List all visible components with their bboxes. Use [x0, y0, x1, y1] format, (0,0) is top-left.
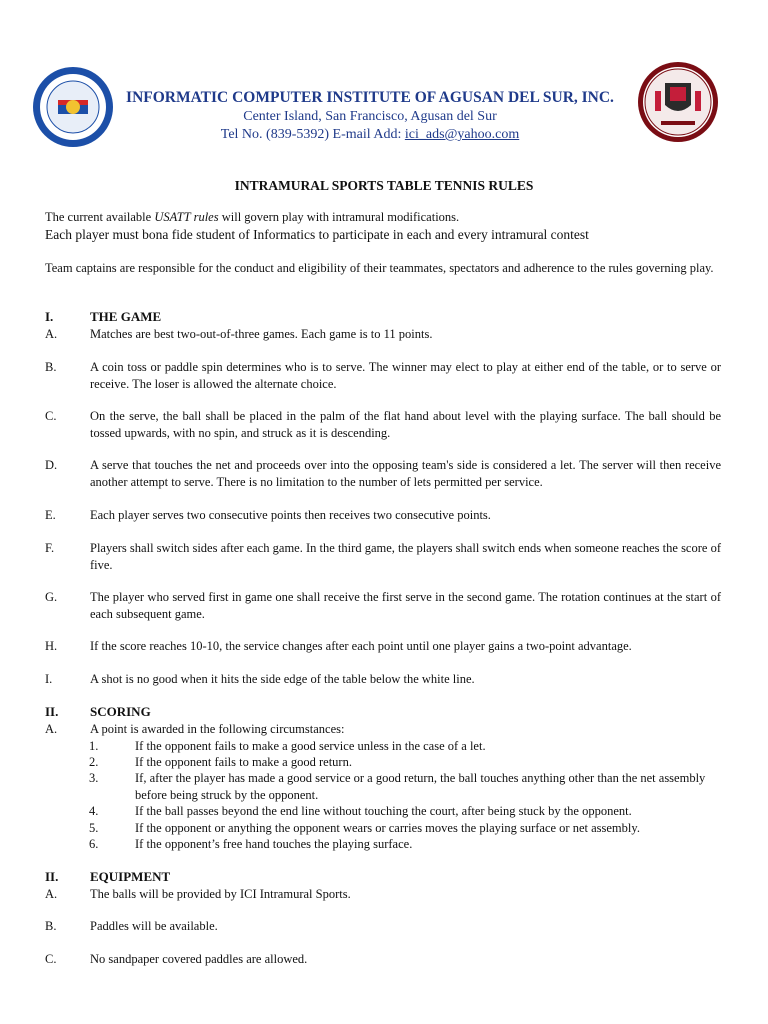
subitem-number: 2.	[89, 755, 99, 769]
item-text: On the serve, the ball shall be placed in the palm of the flat hand about level with the playing surface. The ball should be tossed upwards, with no spin, and struck as it is descending.	[90, 409, 721, 440]
item-text: A shot is no good when it hits the side edge of the table below the white line.	[90, 672, 475, 686]
contact-line	[120, 126, 620, 144]
scoring-subitem-5	[89, 820, 721, 837]
item-letter: E.	[45, 508, 56, 522]
subitem-number: 5.	[89, 821, 99, 835]
game-item-g	[45, 589, 721, 622]
game-item-c	[45, 408, 721, 441]
intro-usatt-line	[45, 209, 721, 226]
usatt-rules-emphasis: USATT rules	[154, 210, 219, 224]
organization-name: INFORMATIC COMPUTER INSTITUTE OF AGUSAN DEL SUR, INC.	[126, 89, 614, 106]
intro-captains-paragraph: Team captains are responsible for the conduct and eligibility of their teammates, spectators and adherence to the rules governing play.	[45, 261, 714, 275]
section-title: THE GAME	[90, 309, 162, 324]
item-text: A coin toss or paddle spin determines who is to serve. The winner may elect to play at either end of the table, or to serve or receive. The loser is allowed the alternate choice.	[90, 360, 721, 391]
section-equipment-heading	[45, 869, 170, 885]
scoring-subitem-6	[89, 836, 721, 853]
item-text: If the score reaches 10-10, the service changes after each point until one player gains a two-point advantage.	[90, 639, 632, 653]
section-number: II.	[45, 704, 59, 719]
item-letter: D.	[45, 458, 58, 472]
scoring-subitem-2	[89, 754, 721, 771]
subitem-text: If the ball passes beyond the end line without touching the court, after being stuck by the opponent.	[135, 804, 632, 818]
item-letter: H.	[45, 639, 58, 653]
subitem-number: 4.	[89, 804, 99, 818]
item-text: Each player serves two consecutive points then receives two consecutive points.	[90, 508, 491, 522]
address-line: Center Island, San Francisco, Agusan del Sur	[243, 109, 497, 124]
item-letter: B.	[45, 360, 57, 374]
scoring-subitem-1	[89, 738, 721, 755]
item-letter: I.	[45, 672, 53, 686]
item-text: Players shall switch sides after each game. In the third game, the players shall switch ends when someone reaches the score of five.	[90, 541, 721, 572]
subitem-text: If the opponent fails to make a good service unless in the case of a let.	[135, 739, 486, 753]
scoring-item-a	[45, 721, 721, 738]
subitem-number: 1.	[89, 739, 99, 753]
game-item-h	[45, 638, 721, 655]
item-text: A serve that touches the net and proceeds over into the opposing team's side is considered a let. The server will then receive another attempt to serve. There is no limitation to the number of lets permitted per service.	[90, 458, 721, 489]
game-item-f	[45, 540, 721, 573]
item-letter: C.	[45, 952, 57, 966]
item-text: No sandpaper covered paddles are allowed.	[90, 952, 308, 966]
subitem-number: 6.	[89, 837, 99, 851]
game-item-a	[45, 326, 721, 343]
document-title: INTRAMURAL SPORTS TABLE TENNIS RULES	[234, 178, 534, 193]
subitem-text: If the opponent fails to make a good return.	[135, 755, 352, 769]
section-number: II.	[45, 869, 59, 884]
item-text: Paddles will be available.	[90, 919, 218, 933]
contact-prefix: Tel No. (839-5392) E-mail Add:	[220, 127, 405, 142]
game-item-d	[45, 457, 721, 490]
game-item-i	[45, 671, 721, 688]
game-item-b	[45, 359, 721, 392]
section-scoring-heading	[45, 704, 151, 720]
scoring-subitem-3	[89, 770, 721, 803]
item-letter: A.	[45, 327, 58, 341]
item-letter: A.	[45, 722, 58, 736]
subitem-number: 3.	[89, 771, 99, 785]
institute-seal-logo	[32, 66, 114, 148]
section-title: EQUIPMENT	[90, 869, 171, 884]
intro-eligibility-line: Each player must bona fide student of Informatics to participate in each and every intramural contest	[45, 227, 589, 242]
scoring-subitem-4	[89, 803, 721, 820]
email-link[interactable]: ici_ads@yahoo.com	[404, 127, 520, 142]
item-letter: B.	[45, 919, 57, 933]
item-text: A point is awarded in the following circumstances:	[90, 722, 345, 736]
game-item-e	[45, 507, 721, 524]
item-text: The balls will be provided by ICI Intramural Sports.	[90, 887, 351, 901]
section-the-game-heading	[45, 309, 161, 325]
item-letter: A.	[45, 887, 58, 901]
intro-text-post: will govern play with intramural modifications.	[218, 210, 460, 224]
officers-seal-logo	[637, 61, 719, 143]
subitem-text: If, after the player has made a good service or a good return, the ball touches anything other than the net assembly before being struck by the opponent.	[135, 771, 706, 802]
item-letter: F.	[45, 541, 55, 555]
item-text: The player who served first in game one shall receive the first serve in the second game. The rotation continues at the start of each subsequent game.	[90, 590, 721, 621]
item-text: Matches are best two-out-of-three games. Each game is to 11 points.	[90, 327, 433, 341]
equipment-item-a	[45, 886, 721, 903]
subitem-text: If the opponent or anything the opponent wears or carries moves the playing surface or net assembly.	[135, 821, 640, 835]
equipment-item-c	[45, 951, 721, 968]
letterhead	[120, 88, 620, 144]
item-letter: G.	[45, 590, 58, 604]
equipment-item-b	[45, 918, 721, 935]
subitem-text: If the opponent’s free hand touches the playing surface.	[135, 837, 413, 851]
item-letter: C.	[45, 409, 57, 423]
intro-text-pre: The current available	[45, 210, 155, 224]
section-title: SCORING	[90, 704, 151, 719]
section-number: I.	[45, 309, 54, 324]
